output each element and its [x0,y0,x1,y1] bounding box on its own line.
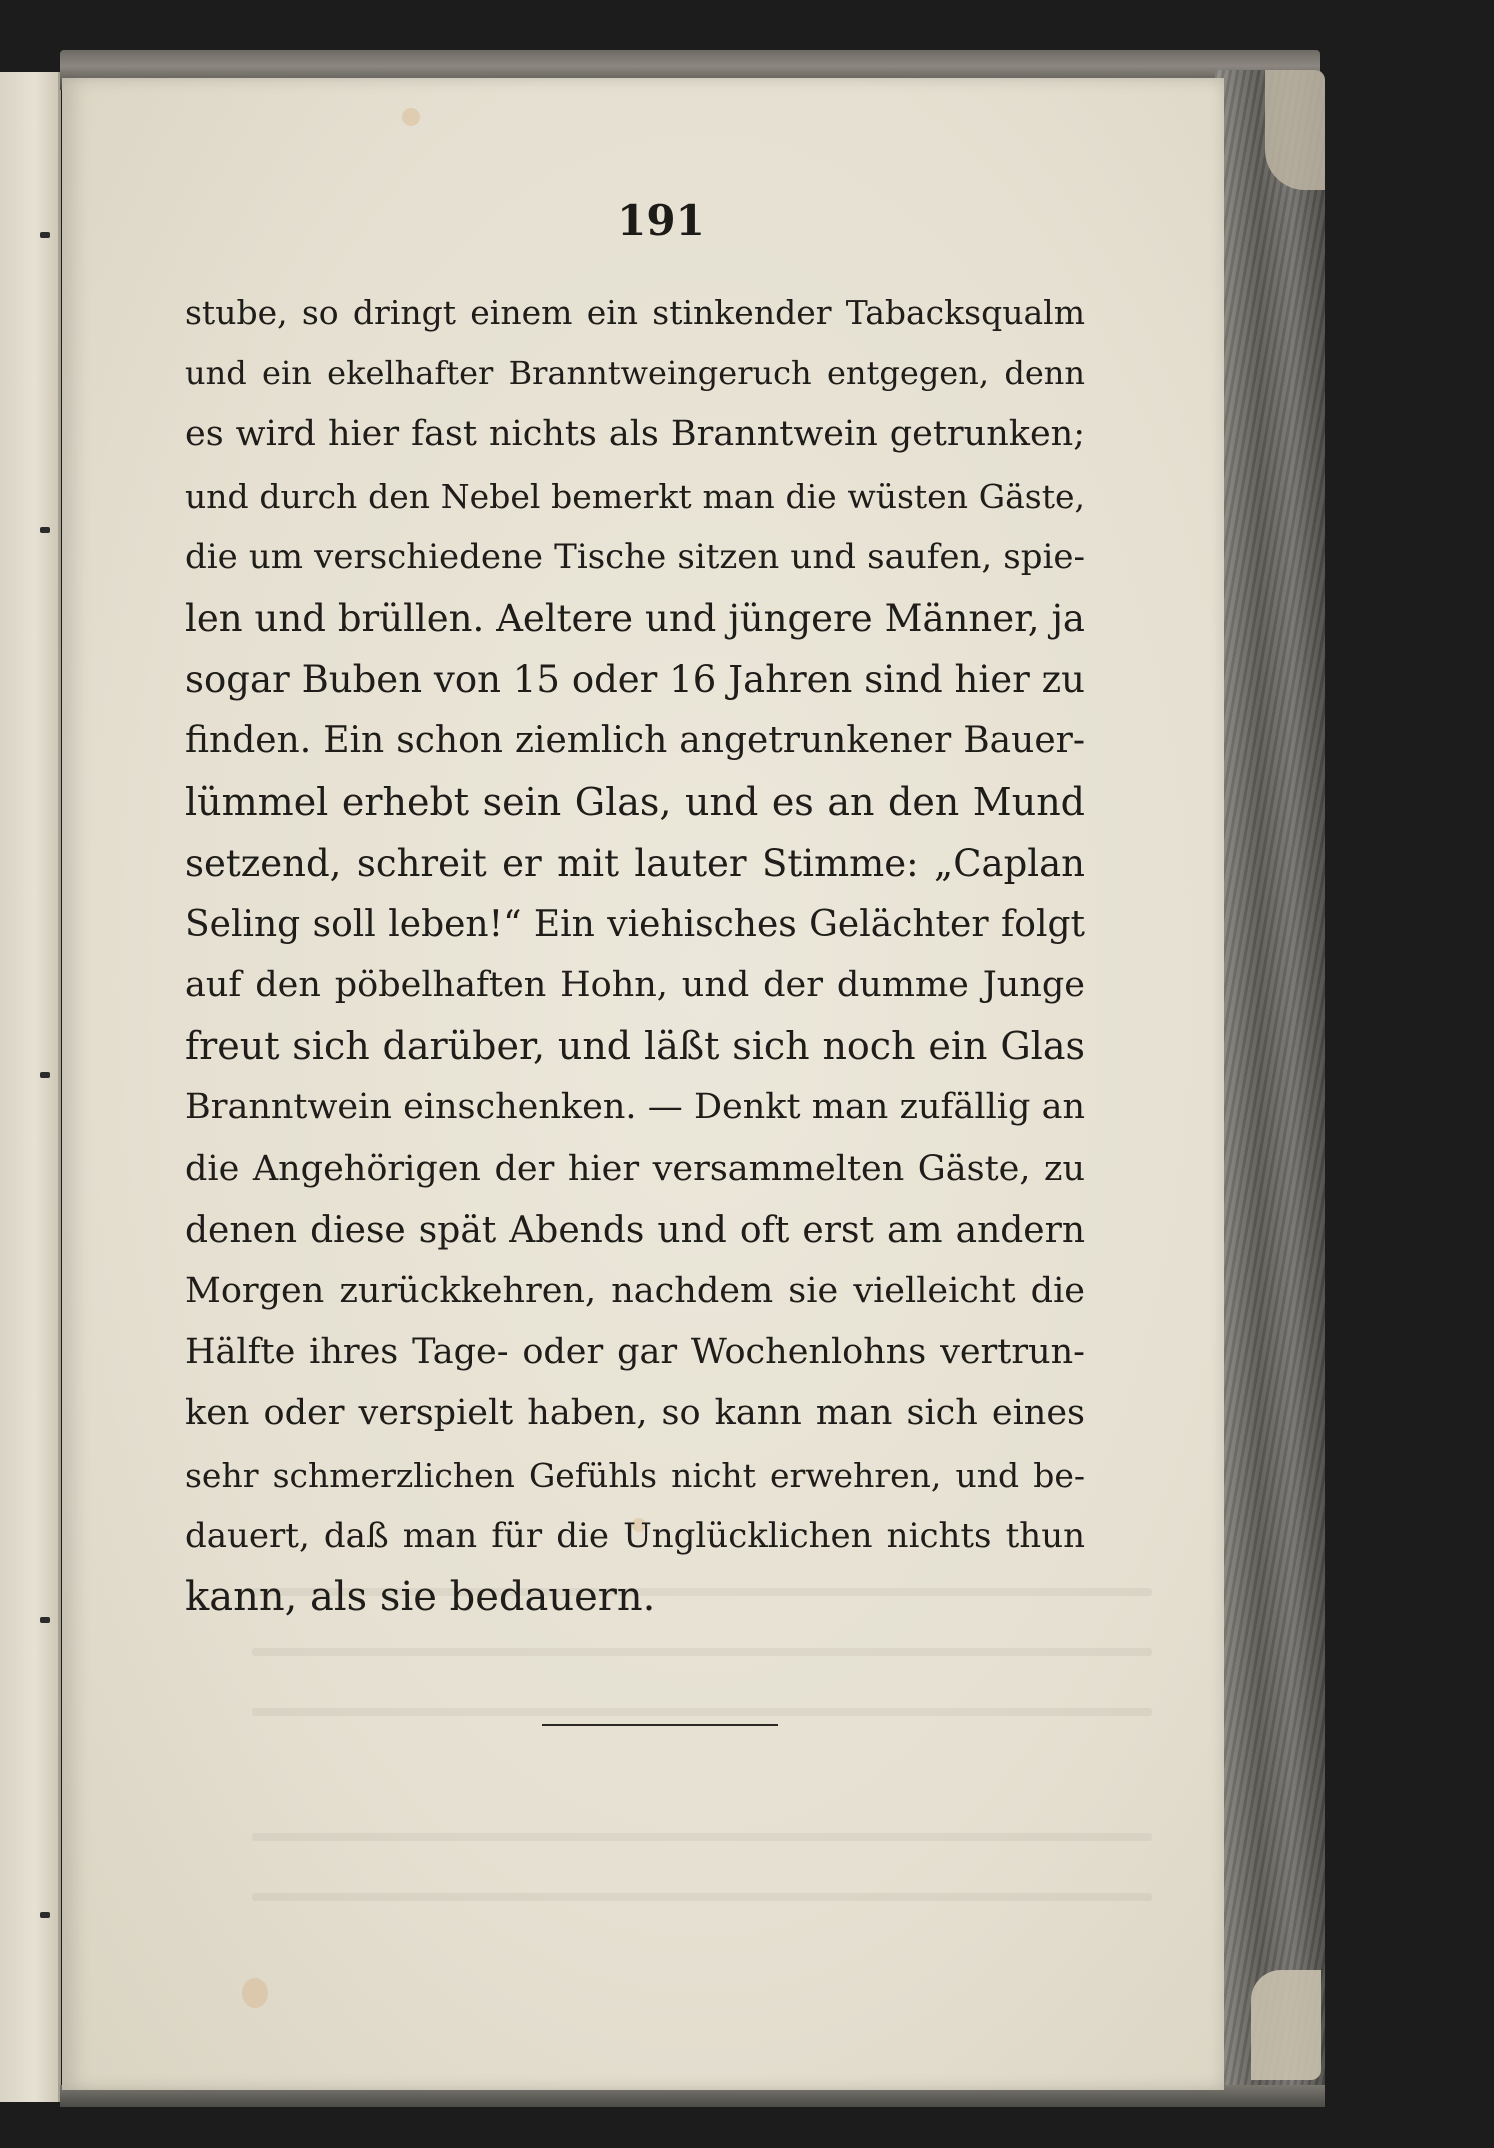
text-line: und ein ekelhafter Branntweingeruch entgegen, denn [185,354,1085,393]
text-line: setzend, schreit er mit lauter Stimme: „Caplan [185,841,1085,885]
text-line: denen diese spät Abends und oft erst am andern [185,1209,1085,1251]
text-line: dauert, daß man für die Unglücklichen nichts thun [185,1515,1085,1556]
worn-corner [1265,70,1325,190]
text-line: und durch den Nebel bemerkt man die wüsten Gäste, [185,476,1085,516]
text-line: auf den pöbelhaften Hohn, und der dumme Junge [185,965,1085,1006]
binding-stitch [40,1617,50,1623]
text-line: stube, so dringt einem ein stinkender Tabacksqualm [185,293,1085,332]
text-line: freut sich darüber, und läßt sich noch ein Glas [185,1024,1085,1069]
text-line: die Angehörigen der hier versammelten Gäste, zu [185,1148,1085,1189]
left-facing-page-edge [0,72,61,2102]
text-line: Branntwein einschenken. — Denkt man zufällig an [185,1087,1085,1128]
text-line: es wird hier fast nichts als Branntwein getrunken; [185,414,1085,455]
worn-corner [1251,1970,1321,2080]
text-line: Seling soll leben!“ Ein viehisches Gelächter folgt [185,903,1085,945]
body-text [185,282,1085,1628]
text-line: lümmel erhebt sein Glas, und es an den Mund [185,779,1085,824]
text-line: sehr schmerzlichen Gefühls nicht erwehren, und be- [185,1455,1085,1495]
text-line: len und brüllen. Aeltere und jüngere Männer, ja [185,596,1085,640]
foxing-spot [242,1978,268,2008]
bleed-through [252,1833,1152,1841]
text-line: Morgen zurückkehren, nachdem sie vielleicht die [185,1271,1085,1311]
foxing-spot [402,108,420,126]
binding-stitch [40,527,50,533]
bleed-through [252,1893,1152,1901]
section-end-rule [542,1724,778,1726]
text-line: kann, als sie bedauern. [185,1573,656,1620]
bleed-through [252,1648,1152,1656]
binding-stitch [40,1912,50,1918]
text-line: die um verschiedene Tische sitzen und saufen, spie- [185,536,1085,577]
text-line: finden. Ein schon ziemlich angetrunkener Bauer- [185,720,1085,762]
text-line: Hälfte ihres Tage- oder gar Wochenlohns vertrun- [185,1332,1085,1373]
book-cover-right-edge [1215,70,1325,2100]
bleed-through [252,1708,1152,1716]
page-number: 191 [617,196,705,245]
text-line: ken oder verspielt haben, so kann man sich eines [185,1393,1085,1434]
text-line: sogar Buben von 15 oder 16 Jahren sind hier zu [185,658,1085,702]
binding-stitch [40,1072,50,1078]
